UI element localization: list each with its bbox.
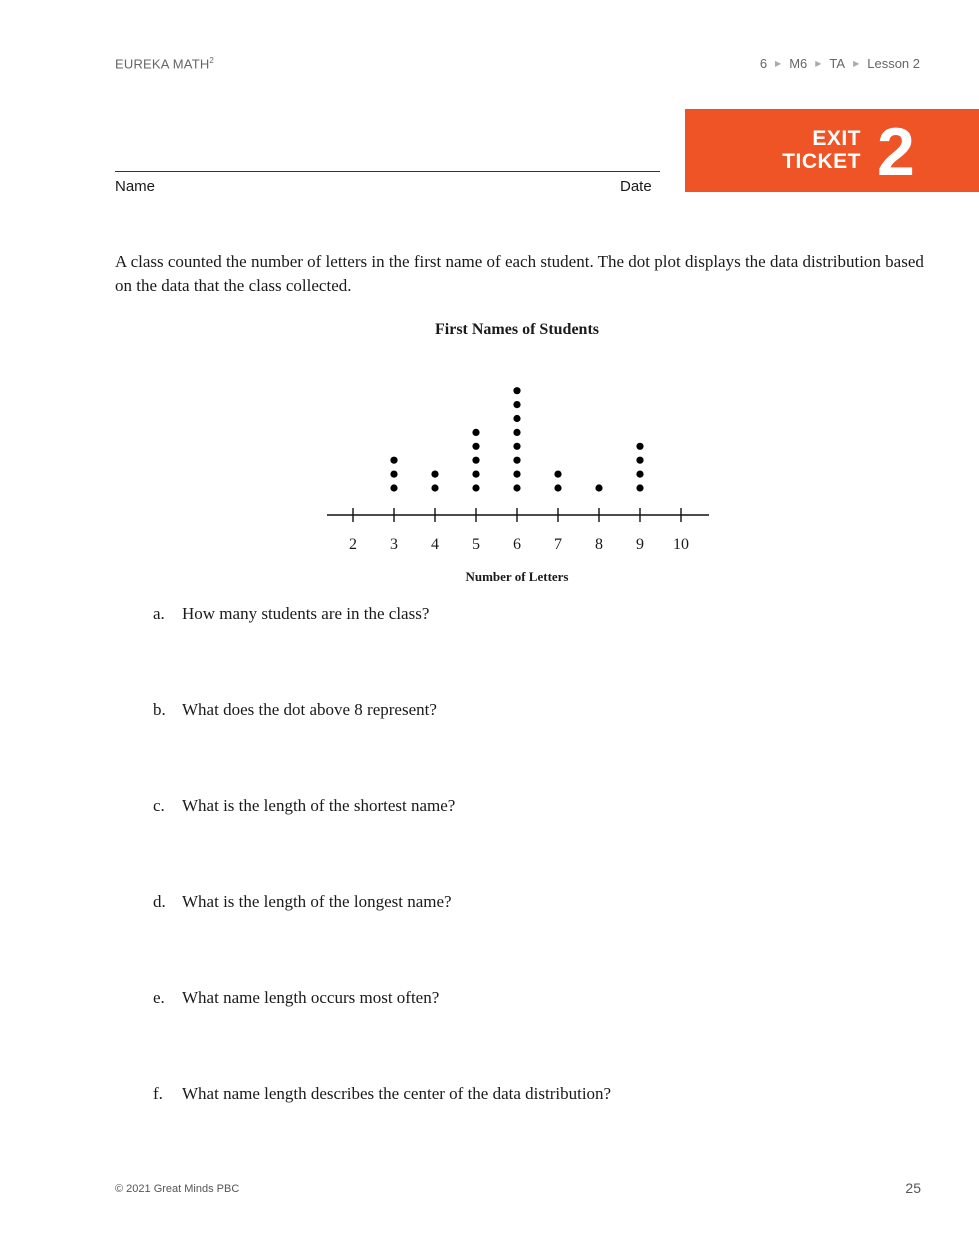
data-dot — [513, 484, 520, 491]
x-tick-label: 5 — [472, 536, 480, 553]
exit-ticket-line1: EXIT — [812, 127, 861, 150]
data-dot — [554, 471, 561, 478]
data-dot — [472, 443, 479, 450]
data-dot — [513, 429, 520, 436]
question-b — [153, 700, 437, 720]
question-c — [153, 796, 455, 816]
data-dot — [390, 471, 397, 478]
data-dot — [636, 457, 643, 464]
data-dot — [390, 484, 397, 491]
question-text: What is the length of the shortest name? — [182, 796, 456, 815]
breadcrumb-topic: TA — [829, 56, 846, 71]
copyright-text: © 2021 Great Minds PBC — [115, 1183, 240, 1195]
data-dot — [595, 484, 602, 491]
data-dot — [431, 471, 438, 478]
triangle-right-icon: ▶ — [853, 59, 860, 68]
data-dot — [636, 471, 643, 478]
question-f — [153, 1084, 611, 1104]
question-label: f. — [153, 1084, 163, 1103]
question-text: What name length occurs most often? — [182, 988, 440, 1007]
data-dot — [472, 457, 479, 464]
data-dot — [513, 401, 520, 408]
data-dot — [513, 387, 520, 394]
breadcrumb — [760, 56, 920, 71]
x-tick-label: 10 — [673, 536, 689, 553]
brand-superscript: 2 — [209, 56, 215, 65]
data-dot — [513, 457, 520, 464]
brand-logo-text — [115, 56, 214, 71]
breadcrumb-grade: 6 — [759, 56, 768, 71]
data-dot — [513, 443, 520, 450]
dot-plot-chart — [0, 300, 979, 600]
data-dot — [636, 484, 643, 491]
question-label: d. — [153, 892, 166, 911]
breadcrumb-module: M6 — [789, 56, 808, 71]
data-dot — [513, 415, 520, 422]
question-text: What name length describes the center of the data distribution? — [182, 1084, 612, 1103]
x-tick-label: 2 — [349, 536, 357, 553]
x-tick-label: 6 — [513, 536, 521, 553]
question-text: How many students are in the class? — [182, 604, 430, 623]
x-tick-label: 4 — [431, 536, 439, 553]
data-dot — [513, 471, 520, 478]
question-label: b. — [153, 700, 166, 719]
question-label: a. — [153, 604, 165, 623]
question-e — [153, 988, 439, 1008]
data-dot — [472, 471, 479, 478]
exit-ticket-banner — [685, 109, 979, 192]
data-dot — [390, 457, 397, 464]
chart-title: First Names of Students — [435, 321, 599, 338]
x-tick-label: 8 — [595, 536, 603, 553]
triangle-right-icon: ▶ — [775, 59, 782, 68]
exit-ticket-number: 2 — [877, 114, 915, 190]
question-text: What does the dot above 8 represent? — [182, 700, 437, 719]
question-label: c. — [153, 796, 165, 815]
triangle-right-icon: ▶ — [815, 59, 822, 68]
question-d — [153, 892, 452, 912]
x-axis-label: Number of Letters — [465, 569, 569, 584]
question-a — [153, 604, 429, 624]
x-tick-label: 7 — [554, 536, 562, 553]
name-label: Name — [115, 178, 156, 195]
breadcrumb-lesson: Lesson 2 — [867, 56, 920, 71]
x-tick-label: 3 — [390, 536, 398, 553]
name-date-line[interactable] — [115, 171, 660, 172]
data-dot — [636, 443, 643, 450]
problem-intro: A class counted the number of letters in the first name of each student. The dot plot displays the data distribution based on the data that the class collected. — [115, 252, 924, 295]
data-dot — [554, 484, 561, 491]
date-label: Date — [620, 178, 652, 195]
question-label: e. — [153, 988, 165, 1007]
question-text: What is the length of the longest name? — [182, 892, 452, 911]
data-dot — [472, 484, 479, 491]
x-tick-label: 9 — [636, 536, 644, 553]
page-number: 25 — [905, 1180, 921, 1196]
exit-ticket-label — [745, 127, 861, 173]
data-dot — [431, 484, 438, 491]
data-dot — [472, 429, 479, 436]
brand-name: EUREKA MATH — [115, 56, 210, 72]
exit-ticket-line2: TICKET — [782, 150, 861, 173]
